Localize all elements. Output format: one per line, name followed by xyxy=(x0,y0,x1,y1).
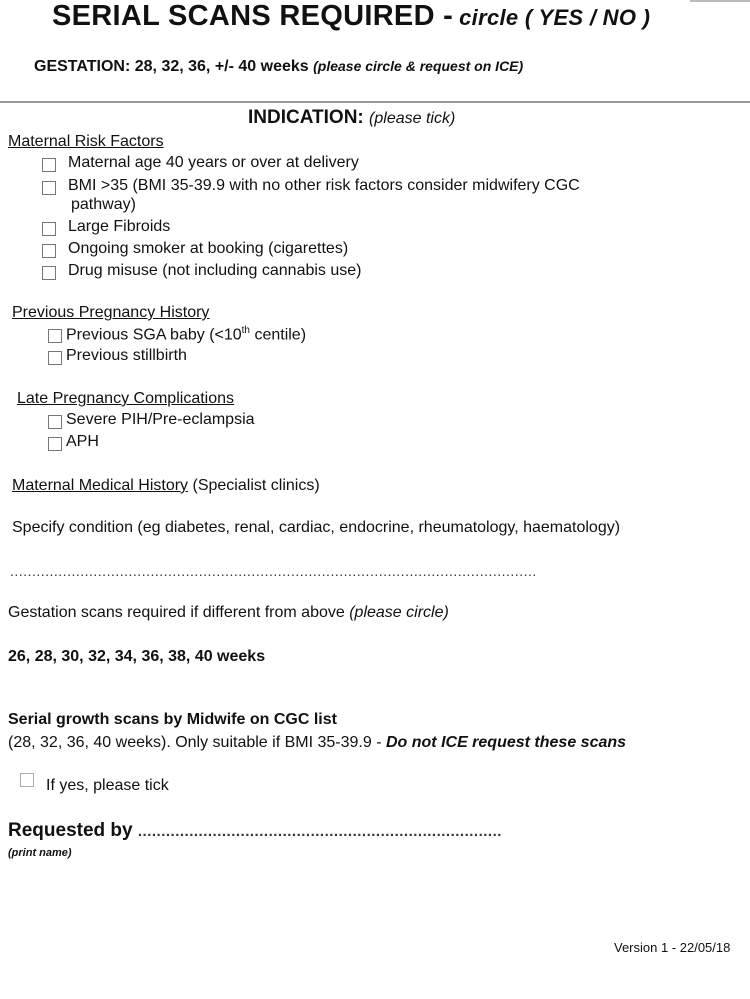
late-pregnancy-heading: Late Pregnancy Complications xyxy=(17,390,235,407)
medical-history-label: Maternal Medical History xyxy=(12,477,189,494)
print-name-note: (print name) xyxy=(8,847,72,859)
previous-stillbirth-label: Previous stillbirth xyxy=(66,347,187,364)
checkbox[interactable] xyxy=(48,329,62,343)
pih-label: Severe PIH/Pre-eclampsia xyxy=(66,411,255,428)
gestation-scans-line xyxy=(8,604,449,622)
risk-item-label: Large Fibroids xyxy=(68,218,171,235)
medical-history-suffix: (Specialist clinics) xyxy=(188,477,320,494)
indication-note: (please tick) xyxy=(369,110,456,127)
requested-by-line xyxy=(8,820,502,842)
risk-item-age xyxy=(42,154,359,172)
gestation-label: GESTATION: xyxy=(34,58,131,75)
specify-condition-text: Specify condition (eg diabetes, renal, cardiac, endocrine, rheumatology, haematology) xyxy=(12,519,621,536)
medical-history-heading xyxy=(12,477,320,495)
midwife-detail xyxy=(8,734,626,752)
yes-no-circle-options[interactable]: circle ( YES / NO ) xyxy=(459,5,651,30)
aph-label: APH xyxy=(66,433,99,450)
gestation-values[interactable]: 28, 32, 36, +/- 40 weeks xyxy=(134,58,309,75)
risk-item-drug-misuse xyxy=(42,262,361,280)
checkbox[interactable] xyxy=(42,244,56,258)
checkbox[interactable] xyxy=(48,437,62,451)
risk-item-bmi-continued: pathway) xyxy=(71,196,136,213)
gestation-scans-values[interactable]: 26, 28, 30, 32, 34, 36, 38, 40 weeks xyxy=(8,648,266,665)
previous-pregnancy-heading: Previous Pregnancy History xyxy=(12,304,210,321)
title-text: SERIAL SCANS REQUIRED - xyxy=(52,0,454,32)
previous-sga-label: Previous SGA baby (<10th centile) xyxy=(66,325,307,344)
previous-sga-item xyxy=(48,325,306,344)
checkbox[interactable] xyxy=(48,415,62,429)
top-edge-line xyxy=(690,0,750,2)
form-title xyxy=(52,0,650,33)
gestation-line xyxy=(34,58,523,76)
checkbox[interactable] xyxy=(42,266,56,280)
risk-item-bmi xyxy=(42,177,580,195)
midwife-warning: Do not ICE request these scans xyxy=(385,734,627,751)
midwife-tick-label: If yes, please tick xyxy=(46,777,169,794)
risk-item-label: Maternal age 40 years or over at delivery xyxy=(68,154,359,171)
risk-item-label: BMI >35 (BMI 35-39.9 with no other risk factors consider midwifery CGC xyxy=(68,177,580,194)
divider-line xyxy=(0,101,750,103)
pih-item xyxy=(48,411,255,429)
risk-item-label: Ongoing smoker at booking (cigarettes) xyxy=(68,240,349,257)
condition-entry-line[interactable]: ........................................................................................................................ xyxy=(10,563,537,579)
indication-heading xyxy=(248,107,455,129)
risk-item-label: Drug misuse (not including cannabis use) xyxy=(68,262,362,279)
midwife-tick-item xyxy=(20,773,169,795)
version-footer: Version 1 - 22/05/18 xyxy=(614,940,731,955)
checkbox[interactable] xyxy=(42,181,56,195)
checkbox[interactable] xyxy=(42,222,56,236)
gestation-scans-label: Gestation scans required if different from above xyxy=(8,604,345,621)
midwife-heading: Serial growth scans by Midwife on CGC list xyxy=(8,711,337,728)
midwife-detail-text: (28, 32, 36, 40 weeks). Only suitable if BMI 35-39.9 - xyxy=(8,734,386,751)
aph-item xyxy=(48,433,99,451)
risk-item-smoker xyxy=(42,240,348,258)
indication-label: INDICATION: xyxy=(248,107,364,128)
checkbox[interactable] xyxy=(48,351,62,365)
checkbox[interactable] xyxy=(20,773,34,787)
gestation-scans-note: (please circle) xyxy=(344,604,449,621)
risk-item-fibroids xyxy=(42,218,170,236)
maternal-risk-heading: Maternal Risk Factors xyxy=(8,133,164,150)
requested-by-entry-line[interactable]: .............................................................................. xyxy=(137,823,502,840)
requested-by-label: Requested by xyxy=(8,820,133,841)
gestation-note: (please circle & request on ICE) xyxy=(313,58,524,74)
previous-stillbirth-item xyxy=(48,347,187,365)
checkbox[interactable] xyxy=(42,158,56,172)
